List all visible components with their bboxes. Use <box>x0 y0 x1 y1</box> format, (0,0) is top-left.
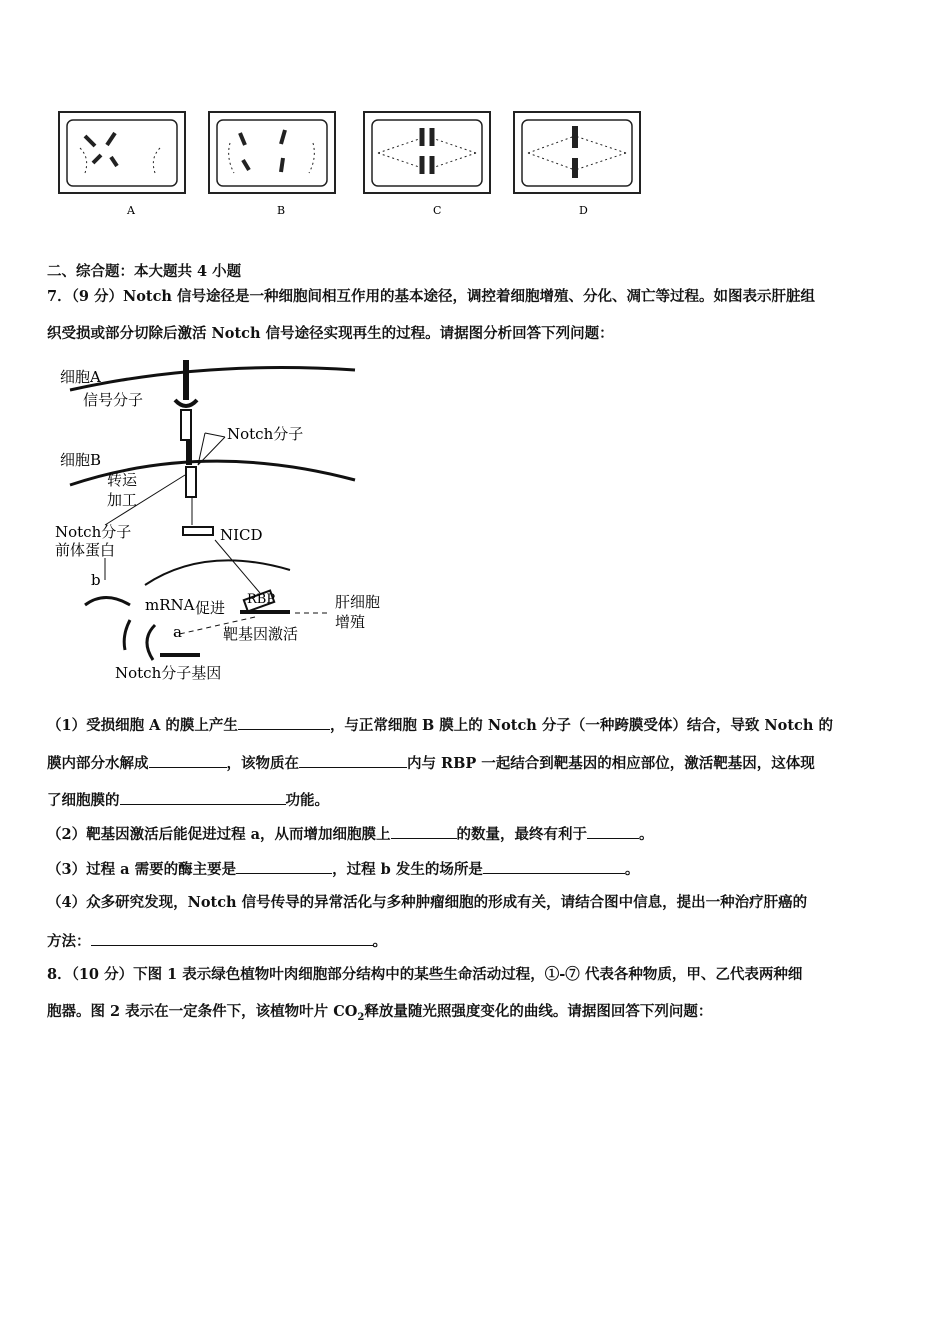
notch-pathway-figure <box>55 355 395 690</box>
nucleus-membrane <box>145 560 290 585</box>
q7-part4-line2: 方法： 。 <box>47 933 387 950</box>
section-title: 二、综合题：本大题共 4 小题 <box>47 263 242 280</box>
cell-panel-c <box>364 112 490 193</box>
answer-blank[interactable] <box>91 931 373 946</box>
notch-gene-label: Notch分子基因 <box>115 664 222 682</box>
cell-b-label: 细胞B <box>60 451 102 469</box>
a-label: a <box>173 623 182 641</box>
q7-part1-line3: 了细胞膜的 功能。 <box>47 792 329 809</box>
promote-label: 促进 <box>195 599 226 617</box>
cell-division-figure <box>55 108 655 223</box>
liver-label-1: 肝细胞 <box>335 593 381 611</box>
q7-part4-line1: （4）众多研究发现，Notch 信号传导的异常活化与多种肿瘤细胞的形成有关，请结合图中信息，提出一种治疗肝癌的 <box>47 894 808 911</box>
label-a: A <box>127 204 135 217</box>
notch-molecule-label: Notch分子 <box>227 425 304 443</box>
q7-part1-line2: 膜内部分水解成 ，该物质在 内与 RBP 一起结合到靶基因的相应部位，激活靶基因，这体现 <box>47 755 815 772</box>
signal-molecule-shape <box>183 360 189 400</box>
cell-panel-b <box>209 112 335 193</box>
answer-blank[interactable] <box>587 824 639 839</box>
notch-gene-shape <box>160 653 200 657</box>
q7-part1-line1: （1）受损细胞 A 的膜上产生 ，与正常细胞 B 膜上的 Notch 分子（一种跨膜受体）结合，导致 Notch 的 <box>47 717 833 734</box>
answer-blank[interactable] <box>483 859 625 874</box>
answer-blank[interactable] <box>236 859 332 874</box>
signal-molecule-label: 信号分子 <box>83 391 144 409</box>
target-activation-label: 靶基因激活 <box>223 625 299 643</box>
label-c: C <box>433 204 442 217</box>
cell-panel-d <box>514 112 640 193</box>
nicd-label: NICD <box>220 526 263 544</box>
answer-blank[interactable] <box>120 790 286 805</box>
transport-label-1: 转运 <box>107 471 138 489</box>
liver-label-2: 增殖 <box>335 613 366 631</box>
cell-panel-a <box>59 112 185 193</box>
cell-a-membrane <box>70 368 355 391</box>
label-d: D <box>579 204 588 217</box>
answer-blank[interactable] <box>299 753 407 768</box>
target-gene-shape <box>240 610 290 614</box>
q7-intro-line2: 织受损或部分切除后激活 Notch 信号途径实现再生的过程。请据图分析回答下列问题： <box>47 325 614 342</box>
nicd-shape <box>183 527 213 535</box>
mrna-label: mRNA <box>145 596 195 614</box>
cell-a-label: 细胞A <box>60 368 101 386</box>
answer-blank[interactable] <box>391 824 457 839</box>
b-label: b <box>91 571 101 589</box>
answer-blank[interactable] <box>149 753 227 768</box>
mrna-strand <box>85 598 130 606</box>
label-b: B <box>277 204 286 217</box>
q8-line2: 胞器。图 2 表示在一定条件下，该植物叶片 $CO_2$释放量随光照强度变化的曲线。请据图回答下列问题： <box>47 1003 713 1023</box>
rbp-label: RBP <box>247 592 276 607</box>
precursor-label-1: Notch分子 <box>55 523 132 541</box>
precursor-label-2: 前体蛋白 <box>55 541 116 559</box>
q7-part3: （3）过程 a 需要的酶主要是 ，过程 b 发生的场所是 。 <box>47 861 640 878</box>
answer-blank[interactable] <box>238 715 330 730</box>
q8-line1: 8．（10 分）下图 1 表示绿色植物叶肉细胞部分结构中的某些生命活动过程，①-⑦ 代表各种物质，甲、乙代表两种细 <box>47 966 803 983</box>
q7-intro-line1: 7．（9 分）Notch 信号途径是一种细胞间相互作用的基本途径，调控着细胞增殖、分化、凋亡等过程。如图表示肝脏组 <box>47 288 816 305</box>
q7-part2: （2）靶基因激活后能促进过程 a，从而增加细胞膜上 的数量，最终有利于 。 <box>47 826 654 843</box>
transport-label-2: 加工 <box>107 491 138 509</box>
